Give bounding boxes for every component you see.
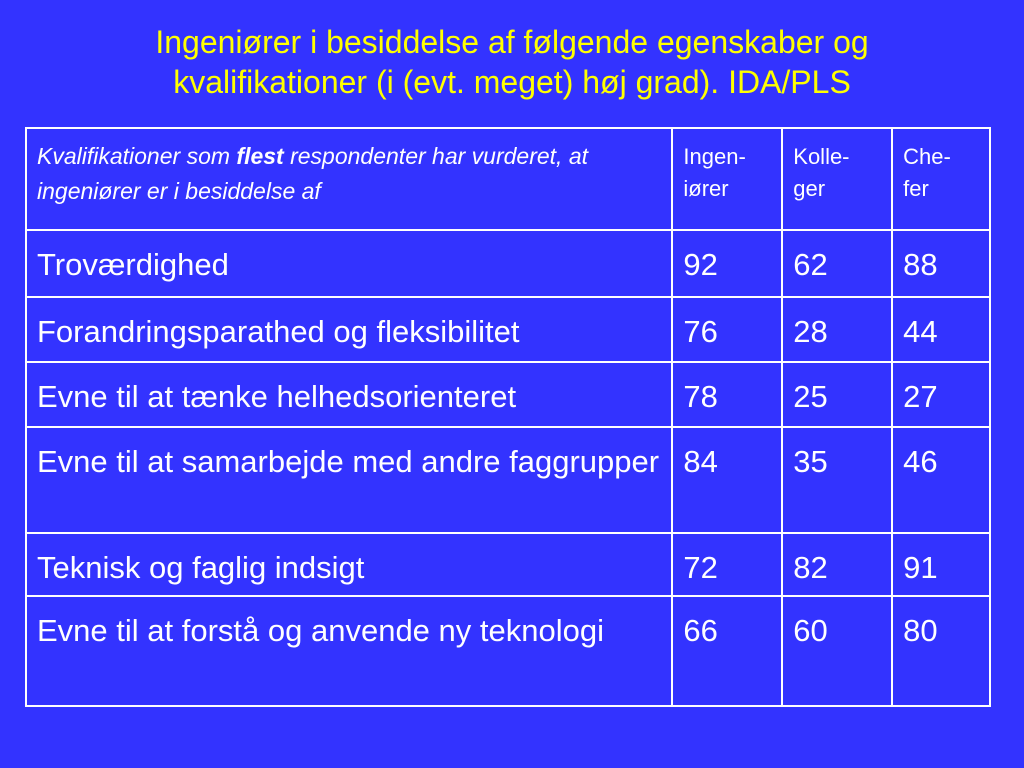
table-row	[26, 596, 990, 706]
value-ingenioerer: 92	[672, 230, 782, 297]
value-ingenioerer: 84	[672, 427, 782, 533]
column-header-kolleger	[782, 128, 892, 230]
row-label: Forandringsparathed og fleksibilitet	[26, 297, 672, 362]
slide-title	[0, 22, 1024, 102]
row-label: Troværdighed	[26, 230, 672, 297]
value-chefer: 80	[892, 596, 990, 706]
value-kolleger: 25	[782, 362, 892, 427]
column-header-line: Ingen-	[683, 144, 746, 169]
value-chefer: 46	[892, 427, 990, 533]
value-kolleger: 35	[782, 427, 892, 533]
table-header-row	[26, 128, 990, 230]
value-kolleger: 28	[782, 297, 892, 362]
column-header-line: Kolle-	[793, 144, 850, 169]
row-label: Evne til at forstå og anvende ny teknologi	[26, 596, 672, 706]
column-header-chefer	[892, 128, 990, 230]
value-ingenioerer: 76	[672, 297, 782, 362]
column-header-line: ger	[793, 176, 826, 201]
value-chefer: 88	[892, 230, 990, 297]
value-chefer: 44	[892, 297, 990, 362]
value-ingenioerer: 66	[672, 596, 782, 706]
row-label: Teknisk og faglig indsigt	[26, 533, 672, 596]
value-chefer: 27	[892, 362, 990, 427]
column-header-ingenioerer	[672, 128, 782, 230]
header-question-cell	[26, 128, 672, 230]
table-row	[26, 427, 990, 533]
header-question-text-rest: respondenter har vurderet, at ingeniører er i besiddelse af	[37, 143, 589, 204]
value-kolleger: 60	[782, 596, 892, 706]
value-kolleger: 62	[782, 230, 892, 297]
header-question-text: Kvalifikationer som	[37, 143, 237, 169]
row-label: Evne til at tænke helhedsorienteret	[26, 362, 672, 427]
table-row	[26, 362, 990, 427]
value-kolleger: 82	[782, 533, 892, 596]
value-chefer: 91	[892, 533, 990, 596]
table-row	[26, 230, 990, 297]
slide-title-line-2: kvalifikationer (i (evt. meget) høj grad). IDA/PLS	[173, 64, 851, 100]
column-header-line: iører	[683, 176, 729, 201]
header-question-emphasis: flest	[236, 143, 284, 169]
table-row	[26, 533, 990, 596]
column-header-line: fer	[903, 176, 929, 201]
column-header-line: Che-	[903, 144, 951, 169]
value-ingenioerer: 72	[672, 533, 782, 596]
slide-title-line-1: Ingeniører i besiddelse af følgende egenskaber og	[155, 24, 869, 60]
value-ingenioerer: 78	[672, 362, 782, 427]
table-row	[26, 297, 990, 362]
row-label: Evne til at samarbejde med andre faggrupper	[26, 427, 672, 533]
qualifications-table	[25, 127, 991, 707]
